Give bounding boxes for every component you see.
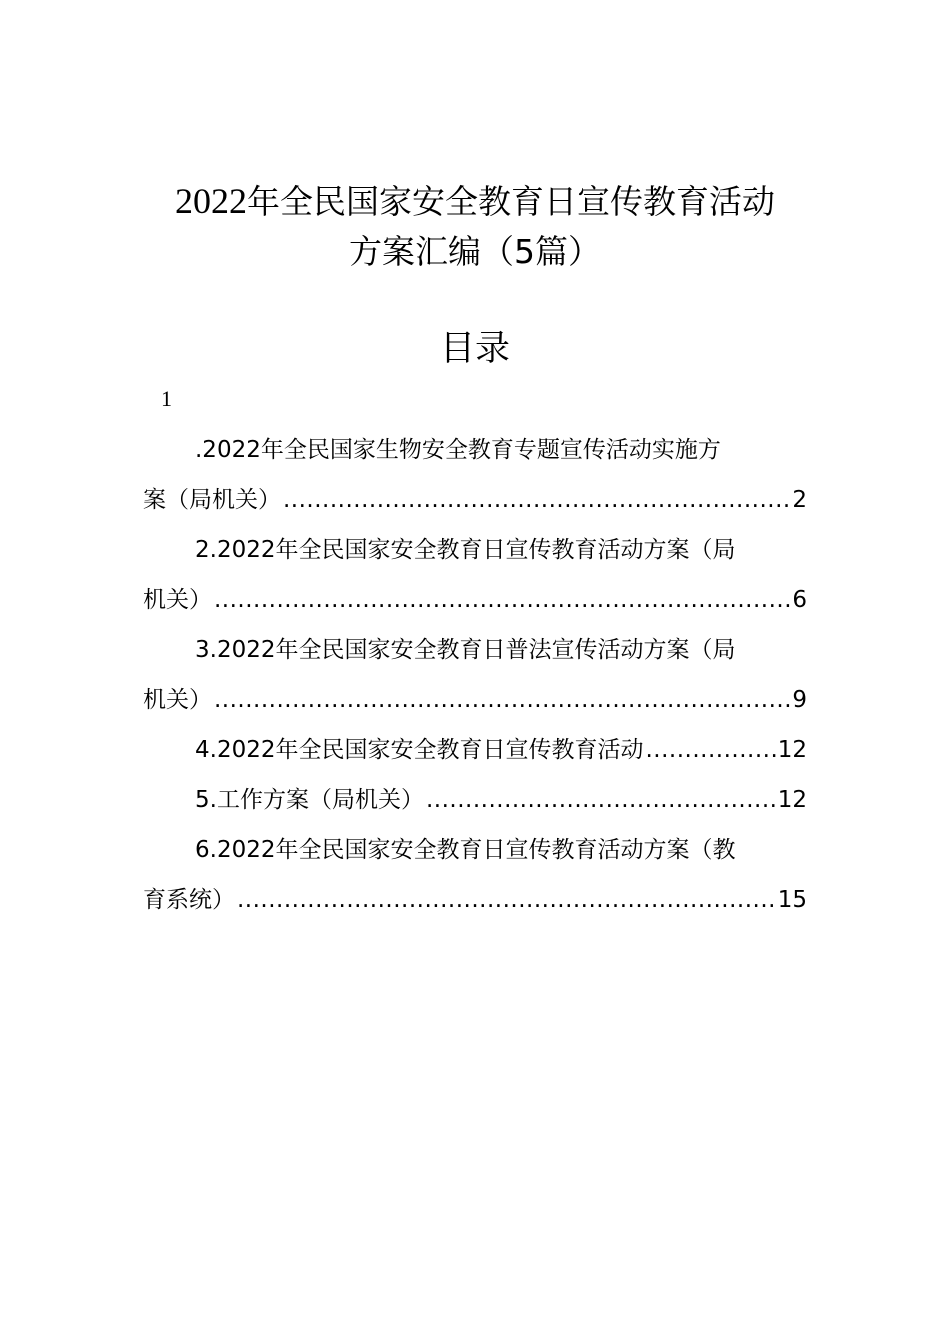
toc-entry-text: 5.工作方案（局机关） — [195, 787, 424, 813]
toc-page-number: 2 — [792, 487, 807, 513]
toc-entry-5[interactable] — [143, 775, 807, 825]
toc-leader-dots — [212, 675, 790, 725]
toc-entry-text: 4.2022年全民国家安全教育日宣传教育活动 — [195, 737, 644, 763]
toc-page-number: 9 — [792, 687, 807, 713]
toc-entry-3[interactable] — [143, 625, 807, 725]
toc-entry-1[interactable] — [143, 425, 807, 525]
toc-entry-text-cont: 案（局机关） — [143, 487, 281, 513]
toc-page-number: 12 — [777, 737, 807, 763]
document-title-line1 — [0, 176, 950, 227]
toc-entry-text: 2.2022年全民国家安全教育日宣传教育活动方案（局 — [195, 537, 736, 563]
toc-heading: 目录 — [439, 329, 510, 369]
toc-page-number: 12 — [777, 787, 807, 813]
title-line1-text: 年全民国家安全教育日宣传教育活动 — [247, 182, 775, 221]
table-of-contents — [143, 425, 807, 925]
toc-leader-dots — [212, 575, 790, 625]
toc-entry-2[interactable] — [143, 525, 807, 625]
document-title — [0, 176, 950, 277]
document-title-line2: 方案汇编（5篇） — [349, 232, 601, 271]
toc-leader-dots — [424, 775, 776, 825]
toc-page-number: 6 — [792, 587, 807, 613]
toc-entry-4[interactable] — [143, 725, 807, 775]
toc-entry-6[interactable] — [143, 825, 807, 925]
toc-leader-dots — [281, 475, 790, 525]
toc-leader-dots — [235, 875, 776, 925]
toc-entry-text: 6.2022年全民国家安全教育日宣传教育活动方案（教 — [195, 837, 736, 863]
title-year: 2022 — [175, 181, 247, 221]
toc-leader-dots — [643, 725, 775, 775]
toc-entry-text-cont: 机关） — [143, 587, 212, 613]
toc-page-number: 15 — [777, 887, 807, 913]
stray-number: 1 — [161, 386, 172, 411]
toc-entry-text: .2022年全民国家生物安全教育专题宣传活动实施方 — [195, 437, 721, 463]
toc-entry-text: 3.2022年全民国家安全教育日普法宣传活动方案（局 — [195, 637, 736, 663]
toc-entry-text-cont: 育系统） — [143, 887, 235, 913]
toc-entry-text-cont: 机关） — [143, 687, 212, 713]
